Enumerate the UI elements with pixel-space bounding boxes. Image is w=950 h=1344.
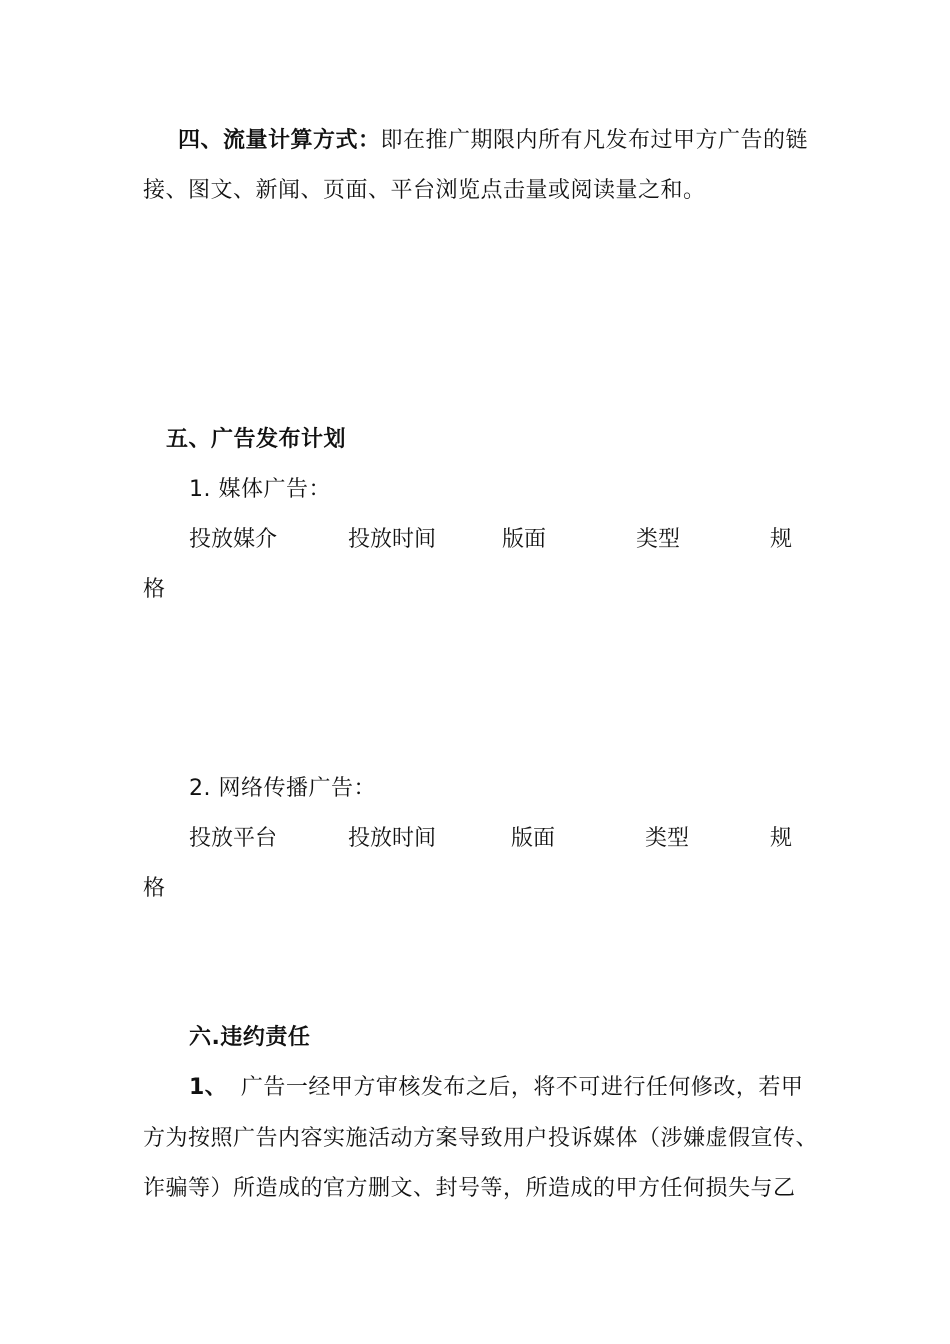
media-col-spec: 规 <box>770 527 793 552</box>
network-col-spec-wrap: 格 <box>143 876 166 901</box>
network-col-layout: 版面 <box>511 826 556 851</box>
network-col-type: 类型 <box>645 826 690 851</box>
network-col-spec: 规 <box>770 826 793 851</box>
section6-item1-line3: 诈骗等）所造成的官方删文、封号等，所造成的甲方任何损失与乙 <box>143 1176 796 1201</box>
media-col-spec-wrap: 格 <box>143 577 166 602</box>
section4-text-line2: 接、图文、新闻、页面、平台浏览点击量或阅读量之和。 <box>143 178 706 203</box>
section4-text-line1: 即在推广期限内所有凡发布过甲方广告的链 <box>380 128 809 153</box>
section6-item1-text-line1: 广告一经甲方审核发布之后，将不可进行任何修改，若甲 <box>240 1075 804 1100</box>
media-col-medium: 投放媒介 <box>189 527 278 552</box>
section6-heading: 六.违约责任 <box>189 1025 311 1050</box>
section4-paragraph-line1 <box>178 126 808 156</box>
network-col-platform: 投放平台 <box>189 826 278 851</box>
section4-label: 四、流量计算方式： <box>178 128 381 153</box>
section6-item1-number: 1、 <box>189 1075 228 1100</box>
media-ad-title: 1. 媒体广告： <box>189 477 331 502</box>
section6-item1-line2: 方为按照广告内容实施活动方案导致用户投诉媒体（涉嫌虚假宣传、 <box>143 1126 819 1151</box>
network-col-time: 投放时间 <box>348 826 437 851</box>
section6-item1-line1 <box>189 1073 803 1103</box>
network-ad-title: 2. 网络传播广告： <box>189 776 376 801</box>
media-col-layout: 版面 <box>502 527 547 552</box>
media-col-time: 投放时间 <box>348 527 437 552</box>
media-col-type: 类型 <box>636 527 681 552</box>
section5-heading: 五、广告发布计划 <box>166 427 347 452</box>
